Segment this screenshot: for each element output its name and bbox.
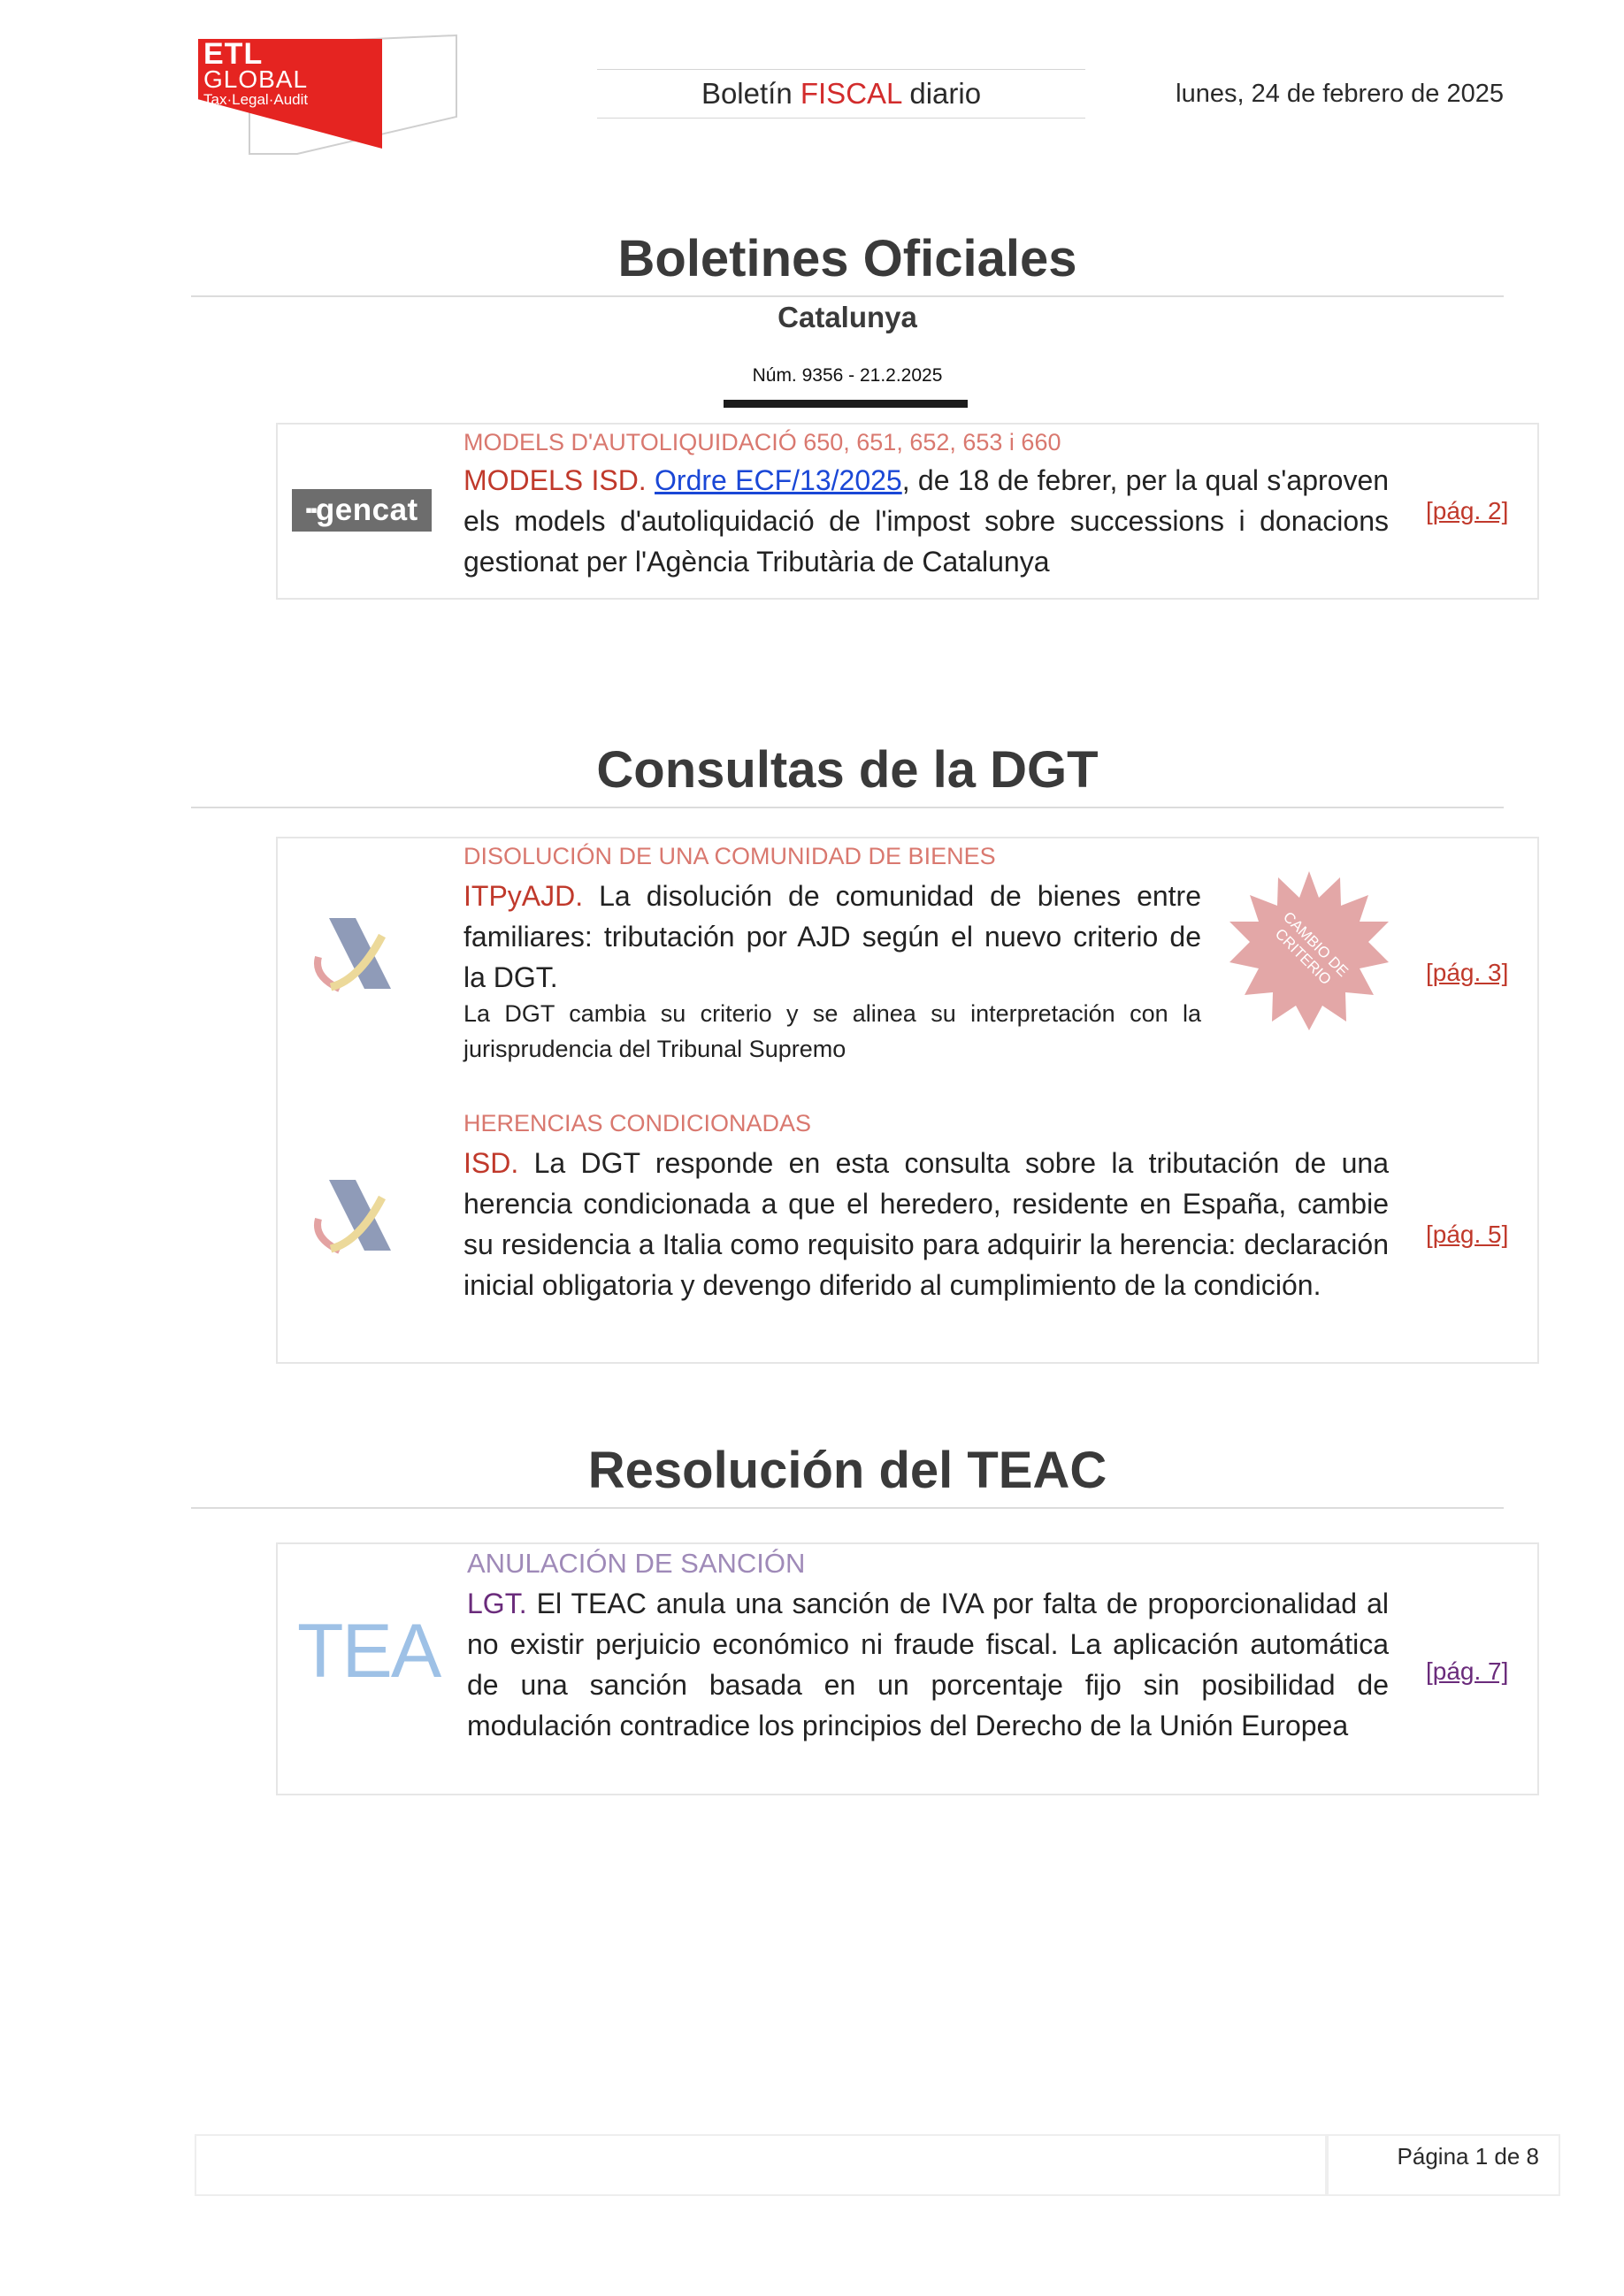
- bulletin-title: [597, 69, 1085, 119]
- page-link[interactable]: [pág. 2]: [1426, 497, 1509, 524]
- gencat-logo-text: gencat: [315, 493, 418, 527]
- dogc-number: Núm. 9356 - 21.2.2025: [752, 365, 943, 386]
- ordre-link[interactable]: Ordre ECF/13/2025: [655, 464, 902, 496]
- item-body: La disolución de comunidad de bienes entre familiares: tributación por AJD según el nuevo criterio de la DGT.: [463, 880, 1201, 993]
- logo-etl-text: ETL: [203, 37, 264, 71]
- item-text: [463, 876, 1201, 998]
- aeat-logo: [310, 1180, 398, 1258]
- item-category: ANULACIÓN DE SANCIÓN: [467, 1548, 806, 1579]
- item-tag: LGT.: [467, 1588, 527, 1619]
- stamp-text: CAMBIO DE CRITERIO: [1271, 908, 1352, 989]
- bulletin-prefix: Boletín: [701, 77, 801, 110]
- section-title-dgt: Consultas de la DGT: [596, 741, 1099, 799]
- page-link[interactable]: [pág. 7]: [1426, 1657, 1509, 1685]
- item-category: DISOLUCIÓN DE UNA COMUNIDAD DE BIENES: [463, 843, 996, 869]
- bulletin-date: lunes, 24 de febrero de 2025: [1176, 80, 1504, 108]
- section-rule: [191, 1507, 1504, 1509]
- section-rule: [191, 807, 1504, 808]
- page-number: Página 1 de 8: [1397, 2143, 1539, 2170]
- item-body: , de 18 de febrer, per la qual s'aproven els models d'autoliquidació de l'impost sobre successions i donacions gestionat per l'Agència Tributària de Catalunya: [463, 464, 1390, 578]
- logo-global-text: GLOBAL: [203, 65, 309, 93]
- section-rule: [191, 295, 1504, 297]
- bulletin-suffix: diario: [901, 77, 982, 110]
- page-link[interactable]: [pág. 5]: [1426, 1221, 1509, 1248]
- footer-box: [195, 2134, 1329, 2196]
- item-body: El TEAC anula una sanción de IVA por falta de proporcionalidad al no existir perjuicio económico ni fraude fiscal. La aplicación automática de una sanción basada en un porcentaje fijo sin posibilidad de modulación contradice los principios del Derecho de la Unión Europea: [467, 1588, 1389, 1741]
- item-category: MODELS D'AUTOLIQUIDACIÓ 650, 651, 652, 653 i 660: [463, 429, 1061, 455]
- gencat-logo: ▪▪gencat: [292, 489, 432, 532]
- item-tag: ITPyAJD.: [463, 880, 584, 912]
- item-text: [463, 1143, 1389, 1305]
- item-tag: MODELS ISD.: [463, 464, 647, 496]
- item-body: La DGT responde en esta consulta sobre la tributación de una herencia condicionada a que el heredero, residente en España, cambie su residencia a Italia como requisito para adquirir la herencia: declaración inicial obligatoria y devengo diferido al cumplimiento de la condición.: [463, 1147, 1389, 1301]
- cambio-criterio-stamp: [1229, 871, 1389, 1030]
- item-category: HERENCIAS CONDICIONADAS: [463, 1110, 812, 1137]
- teac-logo: TEA: [297, 1609, 440, 1694]
- aeat-logo: [310, 918, 398, 996]
- page-link[interactable]: [pág. 3]: [1426, 959, 1509, 986]
- section-title-teac: Resolución del TEAC: [587, 1442, 1107, 1499]
- item-note: La DGT cambia su criterio y se alinea su interpretación con la jurisprudencia del Tribunal Supremo: [463, 1000, 1201, 1062]
- item-text: [463, 460, 1389, 582]
- etl-global-logo: [195, 27, 460, 159]
- section-subtitle-catalunya: Catalunya: [778, 301, 917, 333]
- section-title-boletines: Boletines Oficiales: [617, 230, 1077, 287]
- item-text: [467, 1583, 1389, 1746]
- bulletin-highlight: FISCAL: [800, 77, 902, 110]
- item-tag: ISD.: [463, 1147, 519, 1179]
- logo-tagline: Tax·Legal·Audit: [203, 91, 309, 108]
- number-underline: [724, 400, 968, 408]
